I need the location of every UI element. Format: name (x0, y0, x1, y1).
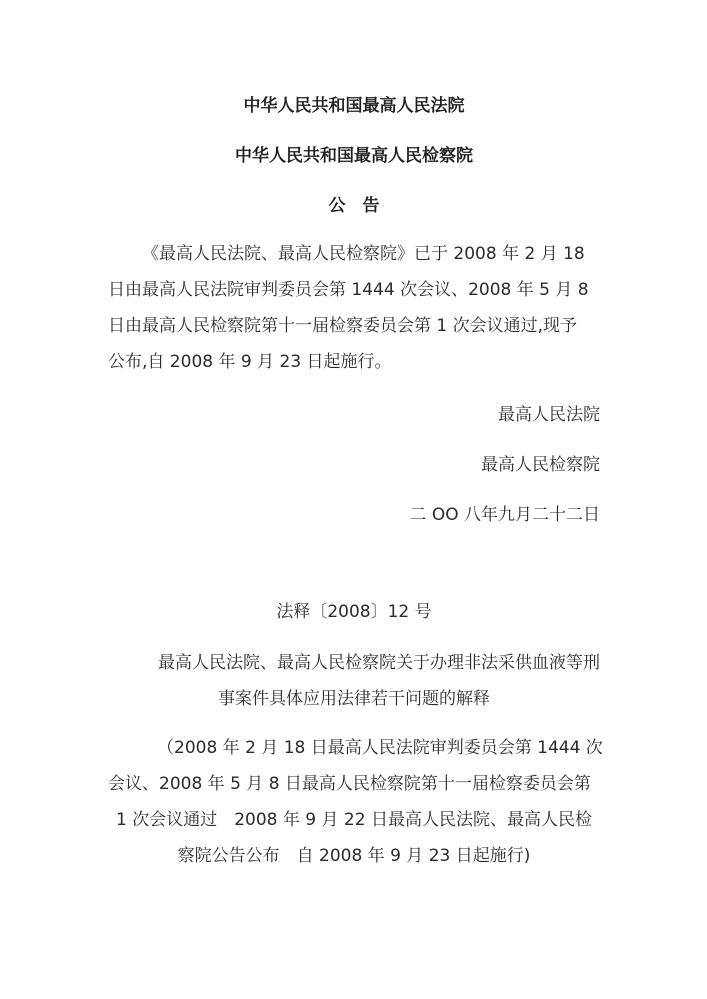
interpretation-note (108, 730, 603, 874)
interpretation-title-line: 事案件具体应用法律若干问题的解释 (218, 689, 490, 709)
announcement-body-line: 日由最高人民法院审判委员会第 1444 次会议、2008 年 5 月 8 (108, 280, 589, 300)
announcement-date: 二 OO 八年九月二十二日 (409, 505, 600, 525)
announcement-body (108, 236, 600, 380)
signatory-court: 最高人民法院 (498, 405, 600, 425)
announcement-body-line: 公布,自 2008 年 9 月 23 日起施行。 (108, 352, 392, 372)
interpretation-title-line: 最高人民法院、最高人民检察院关于办理非法采供血液等刑 (158, 653, 600, 673)
announcement-body-line: 日由最高人民检察院第十一届检察委员会第 1 次会议通过,现予 (108, 316, 578, 336)
signatory-procuratorate: 最高人民检察院 (481, 455, 600, 475)
announcement-body-line: 《最高人民法院、最高人民检察院》已于 2008 年 2 月 18 (142, 244, 585, 264)
interpretation-note-line: 察院公告公布 自 2008 年 9 月 23 日起施行) (177, 846, 531, 866)
issuer-procuratorate: 中华人民共和国最高人民检察院 (235, 146, 473, 166)
issuer-court: 中华人民共和国最高人民法院 (243, 96, 465, 116)
interpretation-note-line: 1 次会议通过 2008 年 9 月 22 日最高人民法院、最高人民检 (116, 810, 592, 830)
interpretation-note-line: 会议、2008 年 5 月 8 日最高人民检察院第十一届检察委员会第 (108, 774, 591, 794)
announcement-heading: 公 告 (328, 196, 380, 216)
document-number: 法释〔2008〕12 号 (276, 602, 432, 622)
interpretation-note-line: （2008 年 2 月 18 日最高人民法院审判委员会第 1444 次 (157, 738, 603, 758)
